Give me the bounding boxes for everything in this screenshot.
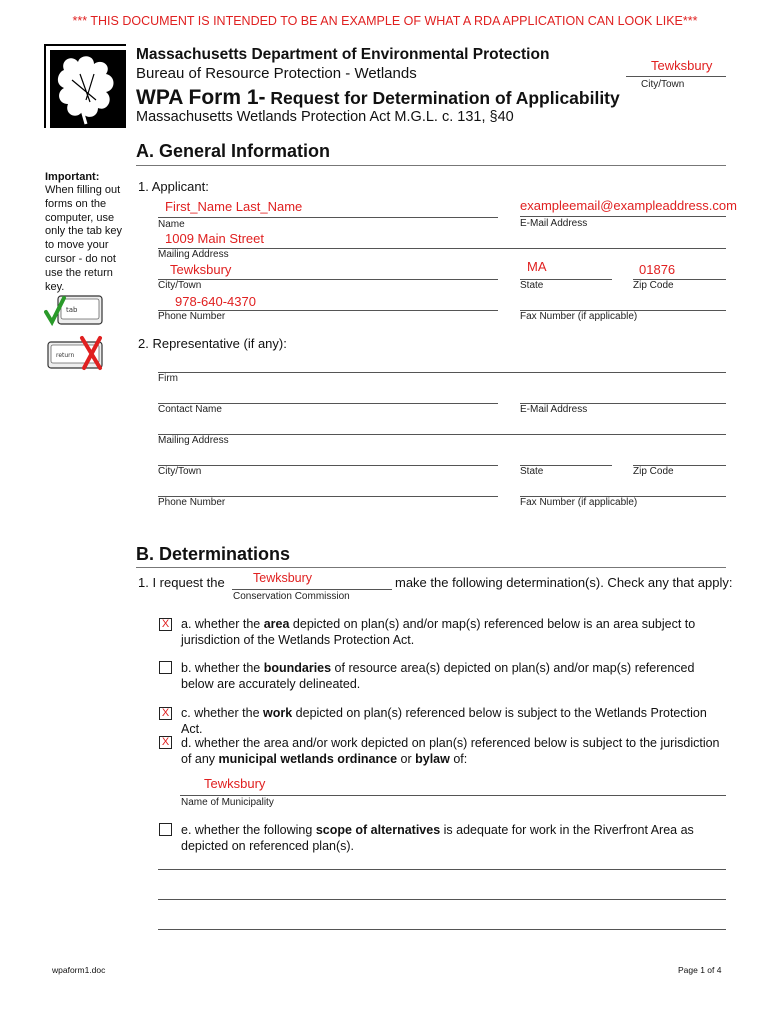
return-key-icon xyxy=(44,334,108,372)
checkbox-work[interactable]: X xyxy=(159,707,172,720)
applicant-zip-label: Zip Code xyxy=(633,280,674,291)
rep-state-label: State xyxy=(520,466,544,477)
rep-contact-label: Contact Name xyxy=(158,404,222,415)
important-text: When filling out forms on the computer, use only the tab key to move your cursor - do not use the return key. xyxy=(45,184,123,293)
rep-zip-label: Zip Code xyxy=(633,466,674,477)
important-title: Important: xyxy=(45,171,100,183)
checkbox-area[interactable]: X xyxy=(159,618,172,631)
act-citation: Massachusetts Wetlands Protection Act M.G.L. c. 131, §40 xyxy=(136,109,514,125)
representative-heading: 2. Representative (if any): xyxy=(138,336,287,351)
footer-filename: wpaform1.doc xyxy=(52,965,106,975)
oak-leaf-icon xyxy=(50,50,126,128)
item-b-text: b. whether the boundaries of resource area(s) depicted on plan(s) and/or map(s) referenced below are accurately delineated. xyxy=(181,661,695,691)
dep-logo xyxy=(44,44,126,128)
header-city-town-label: City/Town xyxy=(641,79,685,90)
checkbox-boundaries[interactable] xyxy=(159,661,172,674)
applicant-zip-value[interactable]: 01876 xyxy=(639,262,676,277)
checkbox-municipal-bylaw[interactable]: X xyxy=(159,736,172,749)
applicant-email-label: E-Mail Address xyxy=(520,218,588,229)
rep-city-label: City/Town xyxy=(158,466,202,477)
form-title-text: Request for Determination of Applicability xyxy=(265,88,620,108)
applicant-name-label: Name xyxy=(158,219,185,230)
applicant-name-value[interactable]: First_Name Last_Name xyxy=(165,199,303,214)
rep-email-label: E-Mail Address xyxy=(520,404,588,415)
applicant-email-value[interactable]: exampleemail@exampleaddress.com xyxy=(520,198,737,213)
request-suffix: make the following determination(s). Check any that apply: xyxy=(395,575,733,590)
rep-mailing-label: Mailing Address xyxy=(158,435,229,446)
header-city-town-value[interactable]: Tewksbury xyxy=(651,58,713,73)
checkbox-scope-of-alternatives[interactable] xyxy=(159,823,172,836)
footer-page-number: Page 1 of 4 xyxy=(678,965,722,975)
department-name: Massachusetts Department of Environmental Protection xyxy=(136,46,550,63)
rep-phone-label: Phone Number xyxy=(158,497,226,508)
applicant-heading: 1. Applicant: xyxy=(138,179,209,194)
conservation-commission-label: Conservation Commission xyxy=(233,591,350,602)
municipality-label: Name of Municipality xyxy=(181,797,274,808)
alternatives-line-1[interactable] xyxy=(158,869,726,870)
conservation-commission-value[interactable]: Tewksbury xyxy=(253,571,313,585)
alternatives-line-3[interactable] xyxy=(158,929,726,930)
bureau-name: Bureau of Resource Protection - Wetlands xyxy=(136,65,417,82)
alternatives-line-2[interactable] xyxy=(158,899,726,900)
applicant-city-value[interactable]: Tewksbury xyxy=(170,262,232,277)
item-e-text: e. whether the following scope of alternatives is adequate for work in the Riverfront Area as depicted on referenced plan(s). xyxy=(181,823,694,853)
section-b-title: B. Determinations xyxy=(136,544,291,564)
request-prefix: 1. I request the xyxy=(138,575,225,590)
applicant-phone-label: Phone Number xyxy=(158,311,226,322)
rep-fax-label: Fax Number (if applicable) xyxy=(520,497,638,508)
form-title xyxy=(136,86,620,110)
form-prefix: WPA Form 1- xyxy=(136,86,266,109)
item-c-text: c. whether the work depicted on plan(s) referenced below is subject to the Wetlands Protection Act. xyxy=(181,706,707,736)
example-banner: *** THIS DOCUMENT IS INTENDED TO BE AN EXAMPLE OF WHAT A RDA APPLICATION CAN LOOK LIKE*** xyxy=(72,14,698,28)
item-d-text: d. whether the area and/or work depicted on plan(s) referenced below is subject to the jurisdiction of any municipal wetlands ordinance or bylaw of: xyxy=(181,736,720,766)
applicant-mailing-label: Mailing Address xyxy=(158,249,229,260)
svg-text:return: return xyxy=(56,352,75,359)
tab-key-icon xyxy=(44,294,104,328)
applicant-phone-value[interactable]: 978-640-4370 xyxy=(175,294,256,309)
rep-firm-label: Firm xyxy=(158,373,178,384)
applicant-state-value[interactable]: MA xyxy=(527,259,547,274)
applicant-fax-label: Fax Number (if applicable) xyxy=(520,311,638,322)
municipality-value[interactable]: Tewksbury xyxy=(204,776,266,791)
applicant-mailing-value[interactable]: 1009 Main Street xyxy=(165,231,265,246)
item-a-text: a. whether the area depicted on plan(s) and/or map(s) referenced below is an area subject to jurisdiction of the Wetlands Protection Act. xyxy=(181,617,696,647)
applicant-state-label: State xyxy=(520,280,544,291)
section-a-title: A. General Information xyxy=(136,141,331,161)
applicant-city-label: City/Town xyxy=(158,280,202,291)
svg-text:tab: tab xyxy=(66,306,78,314)
